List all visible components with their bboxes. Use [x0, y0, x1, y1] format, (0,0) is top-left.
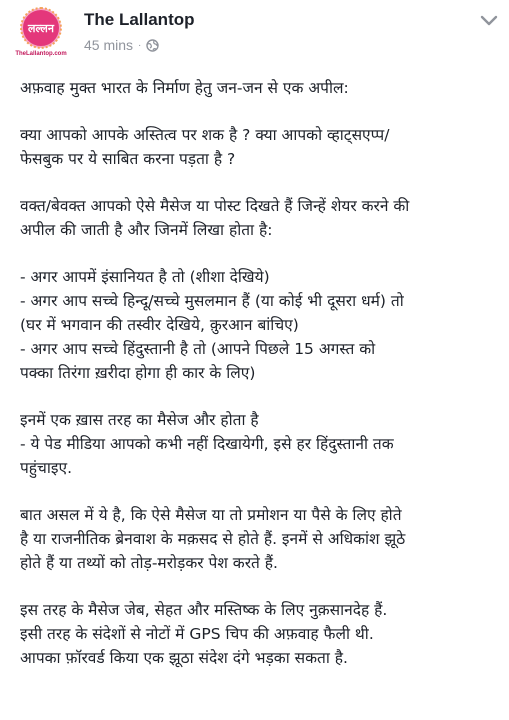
separator-dot: ·: [138, 39, 142, 51]
paragraph-2: [20, 123, 498, 171]
text-line: होते हैं या तथ्यों को तोड़-मरोड़कर पेश करते हैं.: [20, 554, 278, 572]
paragraph-7: [20, 598, 498, 670]
paragraph-5: [20, 408, 498, 480]
text-line: - अगर आप सच्चे हिंदुस्तानी है तो (आपने पिछले 15 अगस्त को: [20, 340, 376, 358]
text-line: है या राजनीतिक ब्रेनवाश के मक़सद से होते हैं. इनमें से अधिकांश झूठे: [20, 530, 406, 548]
paragraph-4: [20, 265, 498, 385]
post-text: [20, 76, 498, 693]
paragraph-6: [20, 503, 498, 575]
chevron-down-icon[interactable]: [480, 12, 498, 24]
text-line: पहुंचाइए.: [20, 459, 73, 477]
paragraph-3: [20, 194, 498, 242]
text-line: क्या आपको आपके अस्तित्व पर शक है ? क्या आपको व्हाट्सएप्प/: [20, 126, 390, 144]
text-line: इनमें एक ख़ास तरह का मैसेज और होता है: [20, 411, 259, 429]
text-line: फेसबुक पर ये साबित करना पड़ता है ?: [20, 150, 236, 168]
text-line: इस तरह के मैसेज जेब, सेहत और मस्तिष्क के लिए नुक़सानदेह हैं.: [20, 601, 388, 619]
post-header: [10, 8, 500, 58]
paragraph-1: [20, 76, 498, 100]
text-line: (घर में भगवान की तस्वीर देखिये, क़ुरआन बांचिए): [20, 316, 299, 334]
text-line: इसी तरह के संदेशों से नोटों में GPS चिप की अफ़वाह फैली थी.: [20, 625, 374, 643]
avatar[interactable]: [10, 8, 72, 58]
page-logo: [21, 8, 61, 48]
avatar-caption: TheLallantop.com: [15, 51, 67, 57]
text-line: - अगर आप सच्चे हिन्दू/सच्चे मुसलमान हैं (या कोई भी दूसरा धर्म) तो: [20, 292, 404, 310]
text-line: - अगर आपमें इंसानियत है तो (शीशा देखिये): [20, 268, 270, 286]
page-name-link[interactable]: The Lallantop: [84, 10, 195, 29]
text-line: पक्का तिरंगा ख़रीदा होगा ही कार के लिए): [20, 364, 256, 382]
text-line: बात असल में ये है, कि ऐसे मैसेज या तो प्रमोशन या पैसे के लिए होते: [20, 506, 402, 524]
avatar-text: लल्लन: [28, 21, 54, 35]
text-line: वक्त/बेवक्त आपको ऐसे मैसेज या पोस्ट दिखते हैं जिन्हें शेयर करने की: [20, 197, 410, 215]
timestamp-link[interactable]: 45 mins: [84, 37, 134, 53]
text-line: अपील की जाती है और जिनमें लिखा होता है:: [20, 221, 273, 239]
text-line: - ये पेड मीडिया आपको कभी नहीं दिखायेगी, इसे हर हिंदुस्तानी तक: [20, 435, 394, 453]
text-line: अफ़वाह मुक्त भारत के निर्माण हेतु जन-जन से एक अपील:: [20, 79, 349, 97]
globe-icon[interactable]: [146, 39, 159, 52]
text-line: आपका फ़ॉरवर्ड किया एक झूठा संदेश दंगे भड़का सकता है.: [20, 649, 348, 667]
post-meta: [84, 37, 159, 53]
